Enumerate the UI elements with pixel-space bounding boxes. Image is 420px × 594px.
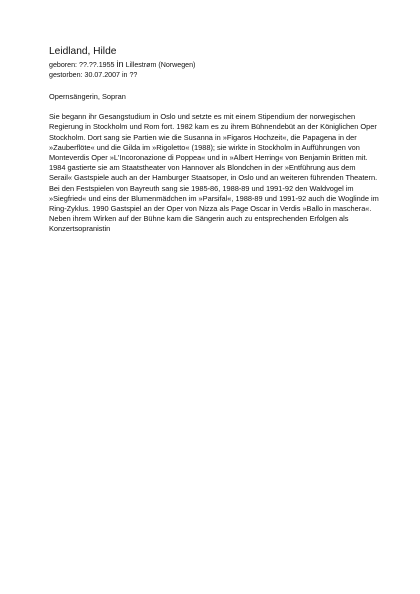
- biography-text: Sie begann ihr Gesangstudium in Oslo und setzte es mit einem Stipendium der norwegischen Regierung in Stockholm und Rom fort. 1982 kam es zu ihrem Bühnendebüt an der Königlichen Oper Stockholm. Dort sang sie Partien wie die Susanna in »Figaros Hochzeit«, die Papagena in der »Zauberflöte« und die Gilda im »Rigoletto« (1988); sie wirkte in Stockholm in Aufführungen von Monteverdis Oper »L'Incoronazione di Poppea« und in »Albert Herring« von Benjamin Britten mit. 1984 gastierte sie am Staatstheater von Hannover als Blondchen in der »Entführung aus dem Serail« Gastspiele auch an der Hamburger Staatsoper, in Oslo und an weiteren führenden Theatern. Bei den Festspielen von Bayreuth sang sie 1985-86, 1988-89 und 1991-92 den Waldvogel im »Siegfried« und eins der Blumenmädchen im »Parsifal«, 1988-89 und 1991-92 auch die Woglinde im Ring-Zyklus. 1990 Gastspiel an der Oper von Nizza als Page Oscar in Verdis »Ballo in maschera«. Neben ihrem Wirken auf der Bühne kam die Sängerin auch zu entsprechenden Erfolgen als Konzertsopranistin: [49, 112, 379, 234]
- death-line: gestorben: 30.07.2007 in ??: [49, 70, 138, 79]
- birth-line: [49, 60, 379, 71]
- born-in-word: in: [116, 59, 124, 69]
- born-label: geboren:: [49, 61, 78, 69]
- born-place: Lillestrøm (Norwegen): [125, 61, 196, 69]
- entry-content: [49, 45, 379, 235]
- person-name: Leidland, Hilde: [49, 46, 117, 57]
- voice-type: Opernsängerin, Sopran: [49, 92, 126, 102]
- born-date: ??.??.1955: [79, 61, 115, 69]
